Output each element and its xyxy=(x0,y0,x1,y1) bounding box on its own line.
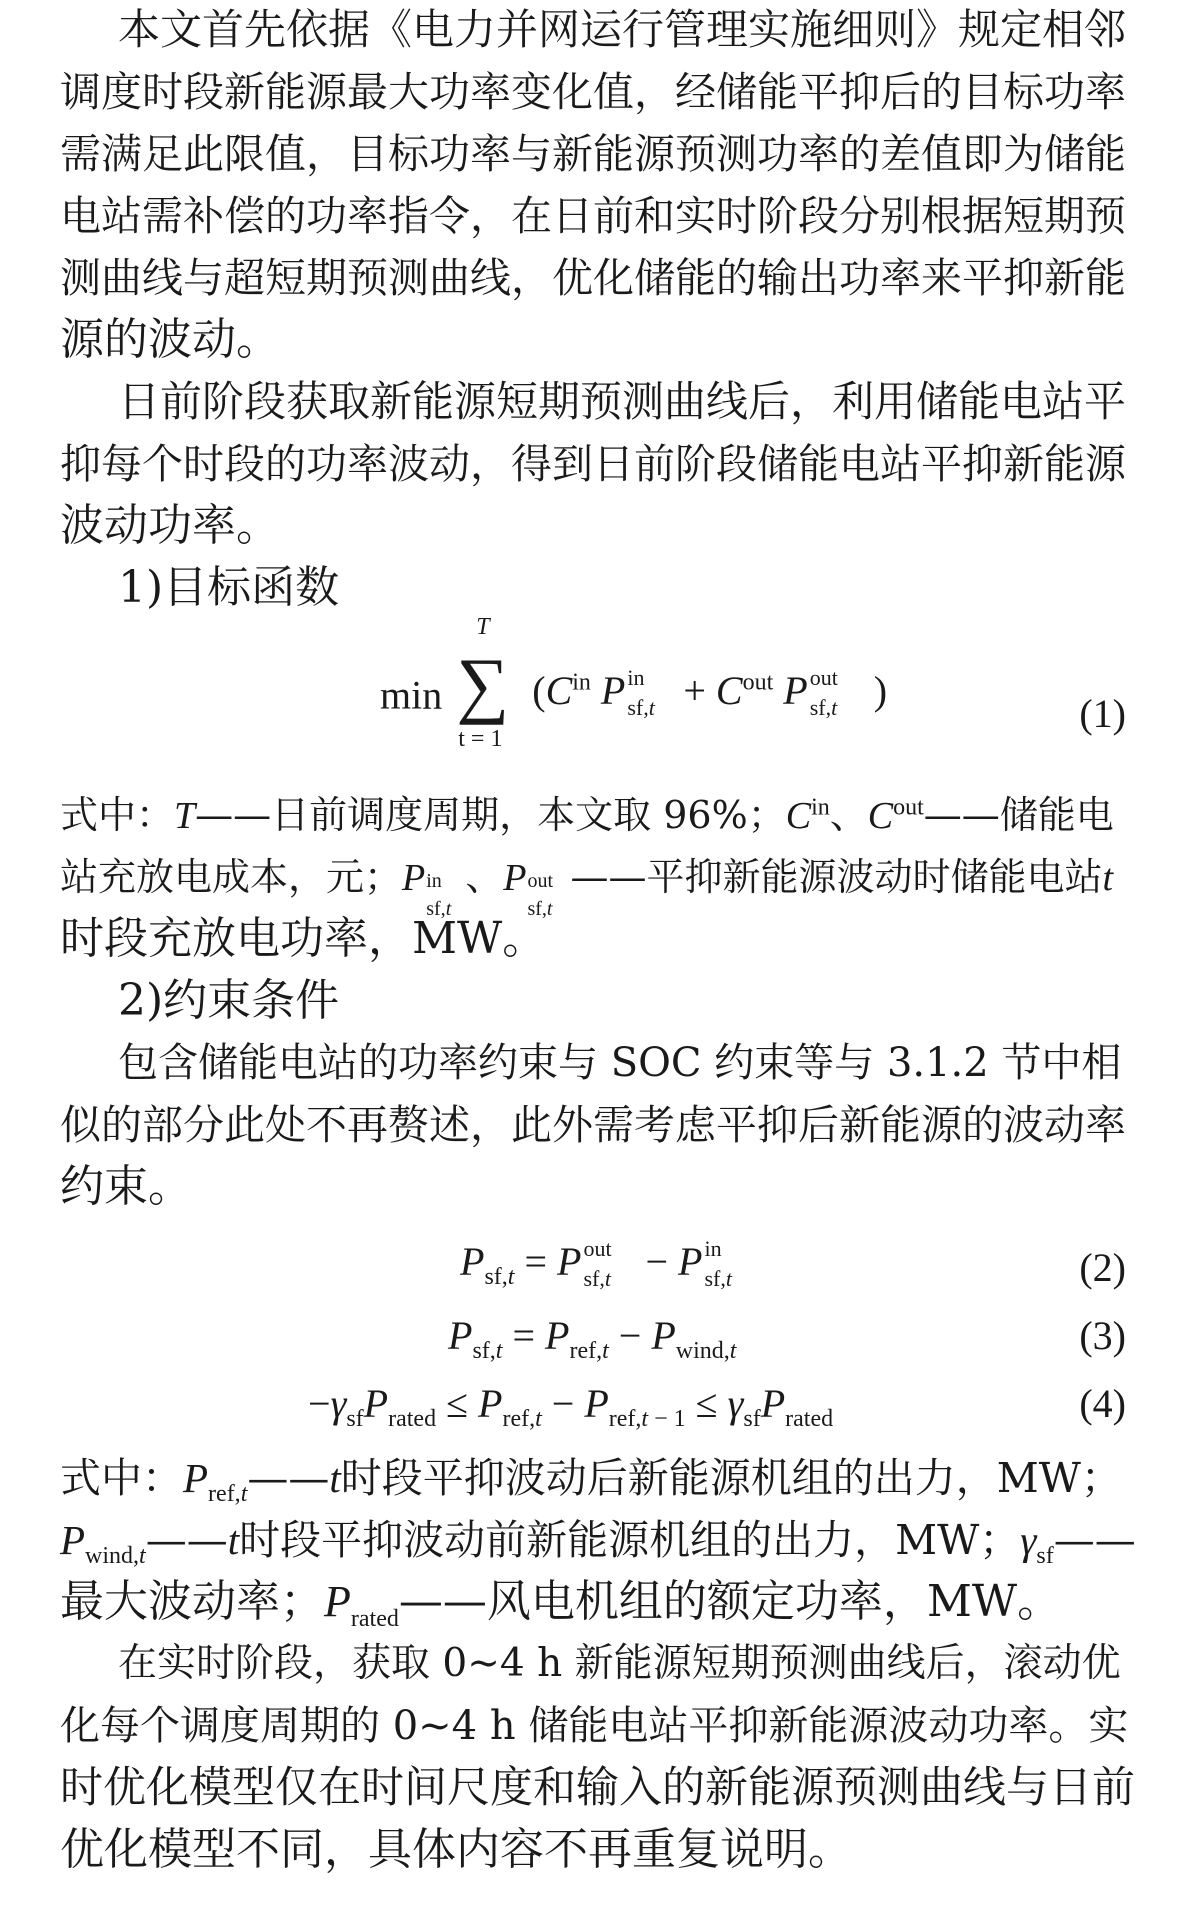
para2-line-1: 日前阶段获取新能源短期预测曲线后，利用储能电站平 xyxy=(118,377,1127,426)
para1-line-5: 测曲线与超短期预测曲线，优化储能的输出功率来平抑新能 xyxy=(60,254,1126,302)
where1-line-1: 式中：T——日前调度周期，本文取 96%；$C^{in}$、$C^{out}——$储能电 xyxy=(60,793,1114,837)
heading-constraints: 2)约束条件 xyxy=(118,975,340,1026)
para3-line-3: 约束。 xyxy=(60,1161,192,1212)
equation-1-number: (1) xyxy=(1079,691,1126,736)
para1-line-6: 源的波动。 xyxy=(60,314,280,365)
para3-line-2: 似的部分此处不再赘述，此外需考虑平抑后新能源的波动率 xyxy=(60,1101,1126,1149)
where1-line-2: 站充放电成本，元；P in sf,t 、P out sf,t ——平抑新能源波动时储能电站t xyxy=(60,855,1114,920)
equation-2: $P_{sf,t} = P$ out sf,t − P in sf,t xyxy=(460,1236,732,1291)
para4-line-2: 化每个调度周期的 0~4 h 储能电站平抑新能源波动功率。实 xyxy=(60,1703,1129,1749)
para1-line-2: 调度时段新能源最大功率变化值，经储能平抑后的目标功率 xyxy=(60,68,1126,116)
where2-line-1: 式中：$P_{ref,t}——t$时段平抑波动后新能源机组的出力，MW； xyxy=(60,1454,1122,1508)
equation-2-number: (2) xyxy=(1079,1245,1126,1290)
where2-line-2: $P_{wind,t}——t$时段平抑波动前新能源机组的出力，MW；$\gamma_{sf}——$ xyxy=(60,1516,1136,1570)
para4-line-4: 优化模型不同，具体内容不再重复说明。 xyxy=(60,1824,852,1875)
where2-line-3: 最大波动率；$P_{rated}——$风电机组的额定功率，MW。 xyxy=(60,1576,1062,1632)
heading-objective: 1)目标函数 xyxy=(118,562,340,613)
equation-4-number: (4) xyxy=(1079,1381,1126,1426)
para1-line-1: 本文首先依据《电力并网运行管理实施细则》规定相邻 xyxy=(118,5,1127,54)
summation-symbol: ∑ T t = 1 xyxy=(456,614,509,752)
equation-4: $-\gamma_{sf}P_{rated} \le P_{ref,t} - P_{ref,t - 1} \le \gamma_{sf}P_{rated}$ xyxy=(308,1381,834,1432)
eq1-min: min xyxy=(380,672,443,718)
para1-line-3: 需满足此限值，目标功率与新能源预测功率的差值即为储能 xyxy=(60,130,1126,178)
para4-line-3: 时优化模型仅在时间尺度和输入的新能源预测曲线与日前 xyxy=(60,1763,1135,1813)
para3-line-1: 包含储能电站的功率约束与 SOC 约束等与 3.1.2 节中相 xyxy=(118,1040,1122,1086)
equation-3: $P_{sf,t} = P_{ref,t} - P_{wind,t}$ xyxy=(448,1313,737,1364)
equation-1: min ∑ T t = 1 ($C^{in}$ P in sf,t + $C^{out}$ P out sf,t ) xyxy=(380,614,888,752)
para2-line-3: 波动功率。 xyxy=(60,500,280,551)
para4-line-1: 在实时阶段，获取 0~4 h 新能源短期预测曲线后，滚动优 xyxy=(118,1641,1121,1686)
para1-line-4: 电站需补偿的功率指令，在日前和实时阶段分别根据短期预 xyxy=(60,192,1126,240)
where1-line-3: 时段充放电功率，MW。 xyxy=(60,913,547,964)
para2-line-2: 抑每个时段的功率波动，得到日前阶段储能电站平抑新能源 xyxy=(60,440,1126,488)
equation-3-number: (3) xyxy=(1079,1313,1126,1358)
